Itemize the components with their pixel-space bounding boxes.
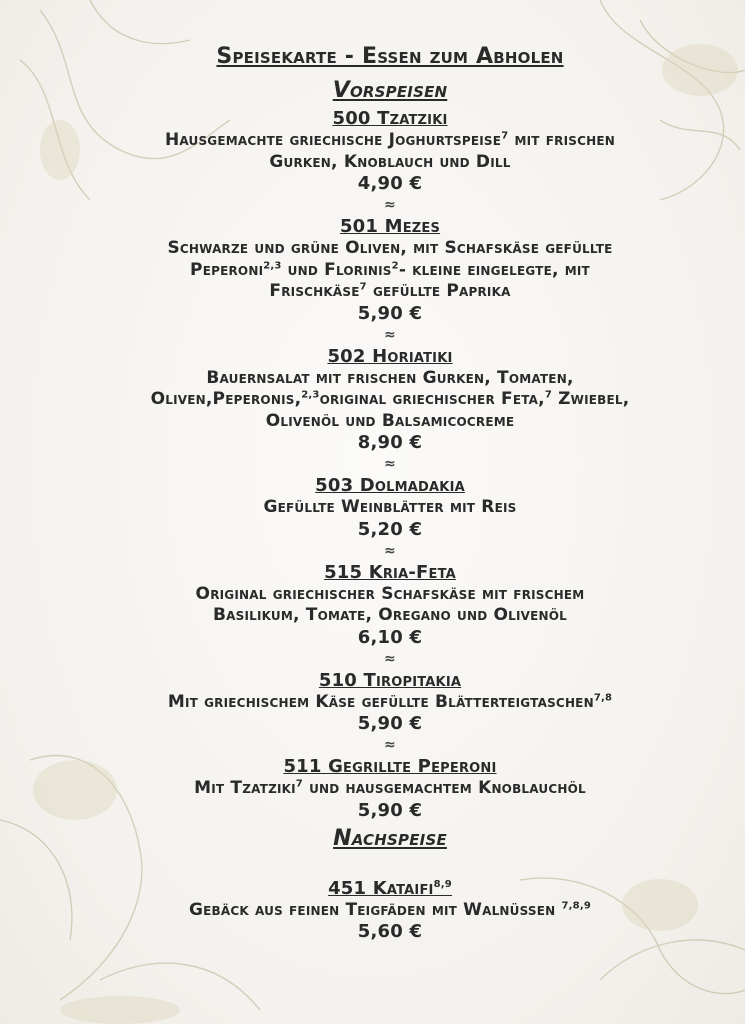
item-description: Oliven,Peperonis,$^{2,3}$original griechischer Feta,$^7$ Zwiebel, [150, 389, 630, 409]
item-description: Hausgemachte griechische Joghurtspeise$^7$ mit frischen [164, 130, 616, 150]
menu-item [40, 216, 740, 346]
item-name: 500 Tzatziki [332, 108, 448, 129]
item-name: 503 Dolmadakia [315, 475, 465, 496]
item-name: 510 Tiropitakia [318, 669, 462, 691]
menu-item [40, 670, 740, 757]
item-description: Peperoni$^{2,3}$ und Florinis$^2$- kleine eingelegte, mit [190, 259, 590, 280]
menu-item [40, 756, 740, 822]
item-description: Gebäck aus feinen Teigfäden mit Walnüssen $^{7,8,9}$ [189, 899, 591, 920]
item-description: Mit griechischem Käse gefüllte Blätterteigtaschen$^{7,8}$ [167, 691, 613, 712]
item-name: 515 Kria-Feta [324, 561, 456, 583]
item-name: 511 Gegrillte Peperoni [283, 756, 497, 777]
separator: ≈ [384, 650, 396, 667]
menu-item [40, 878, 740, 944]
item-price: 4,90 € [357, 173, 423, 194]
item-price: 8,90 € [357, 432, 423, 453]
item-description: Mit Tzatziki$^7$ und hausgemachtem Knoblauchöl [194, 778, 586, 798]
separator: ≈ [384, 197, 396, 213]
menu-item [40, 475, 740, 562]
item-description: Olivenöl und Balsamicocreme [265, 410, 515, 431]
item-name: 451 Kataifi$^{8,9}$ [328, 877, 452, 899]
item-description: Basilikum, Tomate, Oregano und Olivenöl [212, 605, 568, 625]
item-description: Schwarze und grüne Oliven, mit Schafskäse gefüllte [167, 238, 613, 258]
item-description: Gefüllte Weinblätter mit Reis [263, 497, 517, 517]
menu-content [40, 40, 740, 943]
item-price: 5,20 € [357, 518, 423, 540]
menu-item [40, 108, 740, 216]
item-description: Gurken, Knoblauch und Dill [269, 151, 511, 172]
item-price: 6,10 € [357, 626, 423, 648]
item-description: Original griechischer Schafskäse mit frischem [195, 583, 585, 604]
separator: ≈ [384, 456, 396, 472]
item-name: 501 Mezes [339, 216, 441, 237]
separator: ≈ [384, 542, 396, 559]
section-heading-starters: Vorspeisen [332, 78, 448, 103]
item-name: 502 Horiatiki [327, 345, 453, 367]
section-heading-desserts: Nachspeise [333, 825, 447, 851]
menu-item [40, 346, 740, 476]
separator: ≈ [384, 326, 396, 343]
item-price: 5,90 € [357, 302, 423, 324]
item-description: Frischkäse$^7$ gefüllte Paprika [269, 281, 511, 301]
item-description: Bauernsalat mit frischen Gurken, Tomaten, [206, 367, 574, 388]
separator: ≈ [384, 737, 396, 753]
item-price: 5,90 € [357, 799, 423, 821]
page-title: Speisekarte - Essen zum Abholen [216, 44, 564, 69]
item-price: 5,90 € [357, 713, 423, 734]
item-price: 5,60 € [357, 921, 423, 942]
menu-item [40, 562, 740, 670]
